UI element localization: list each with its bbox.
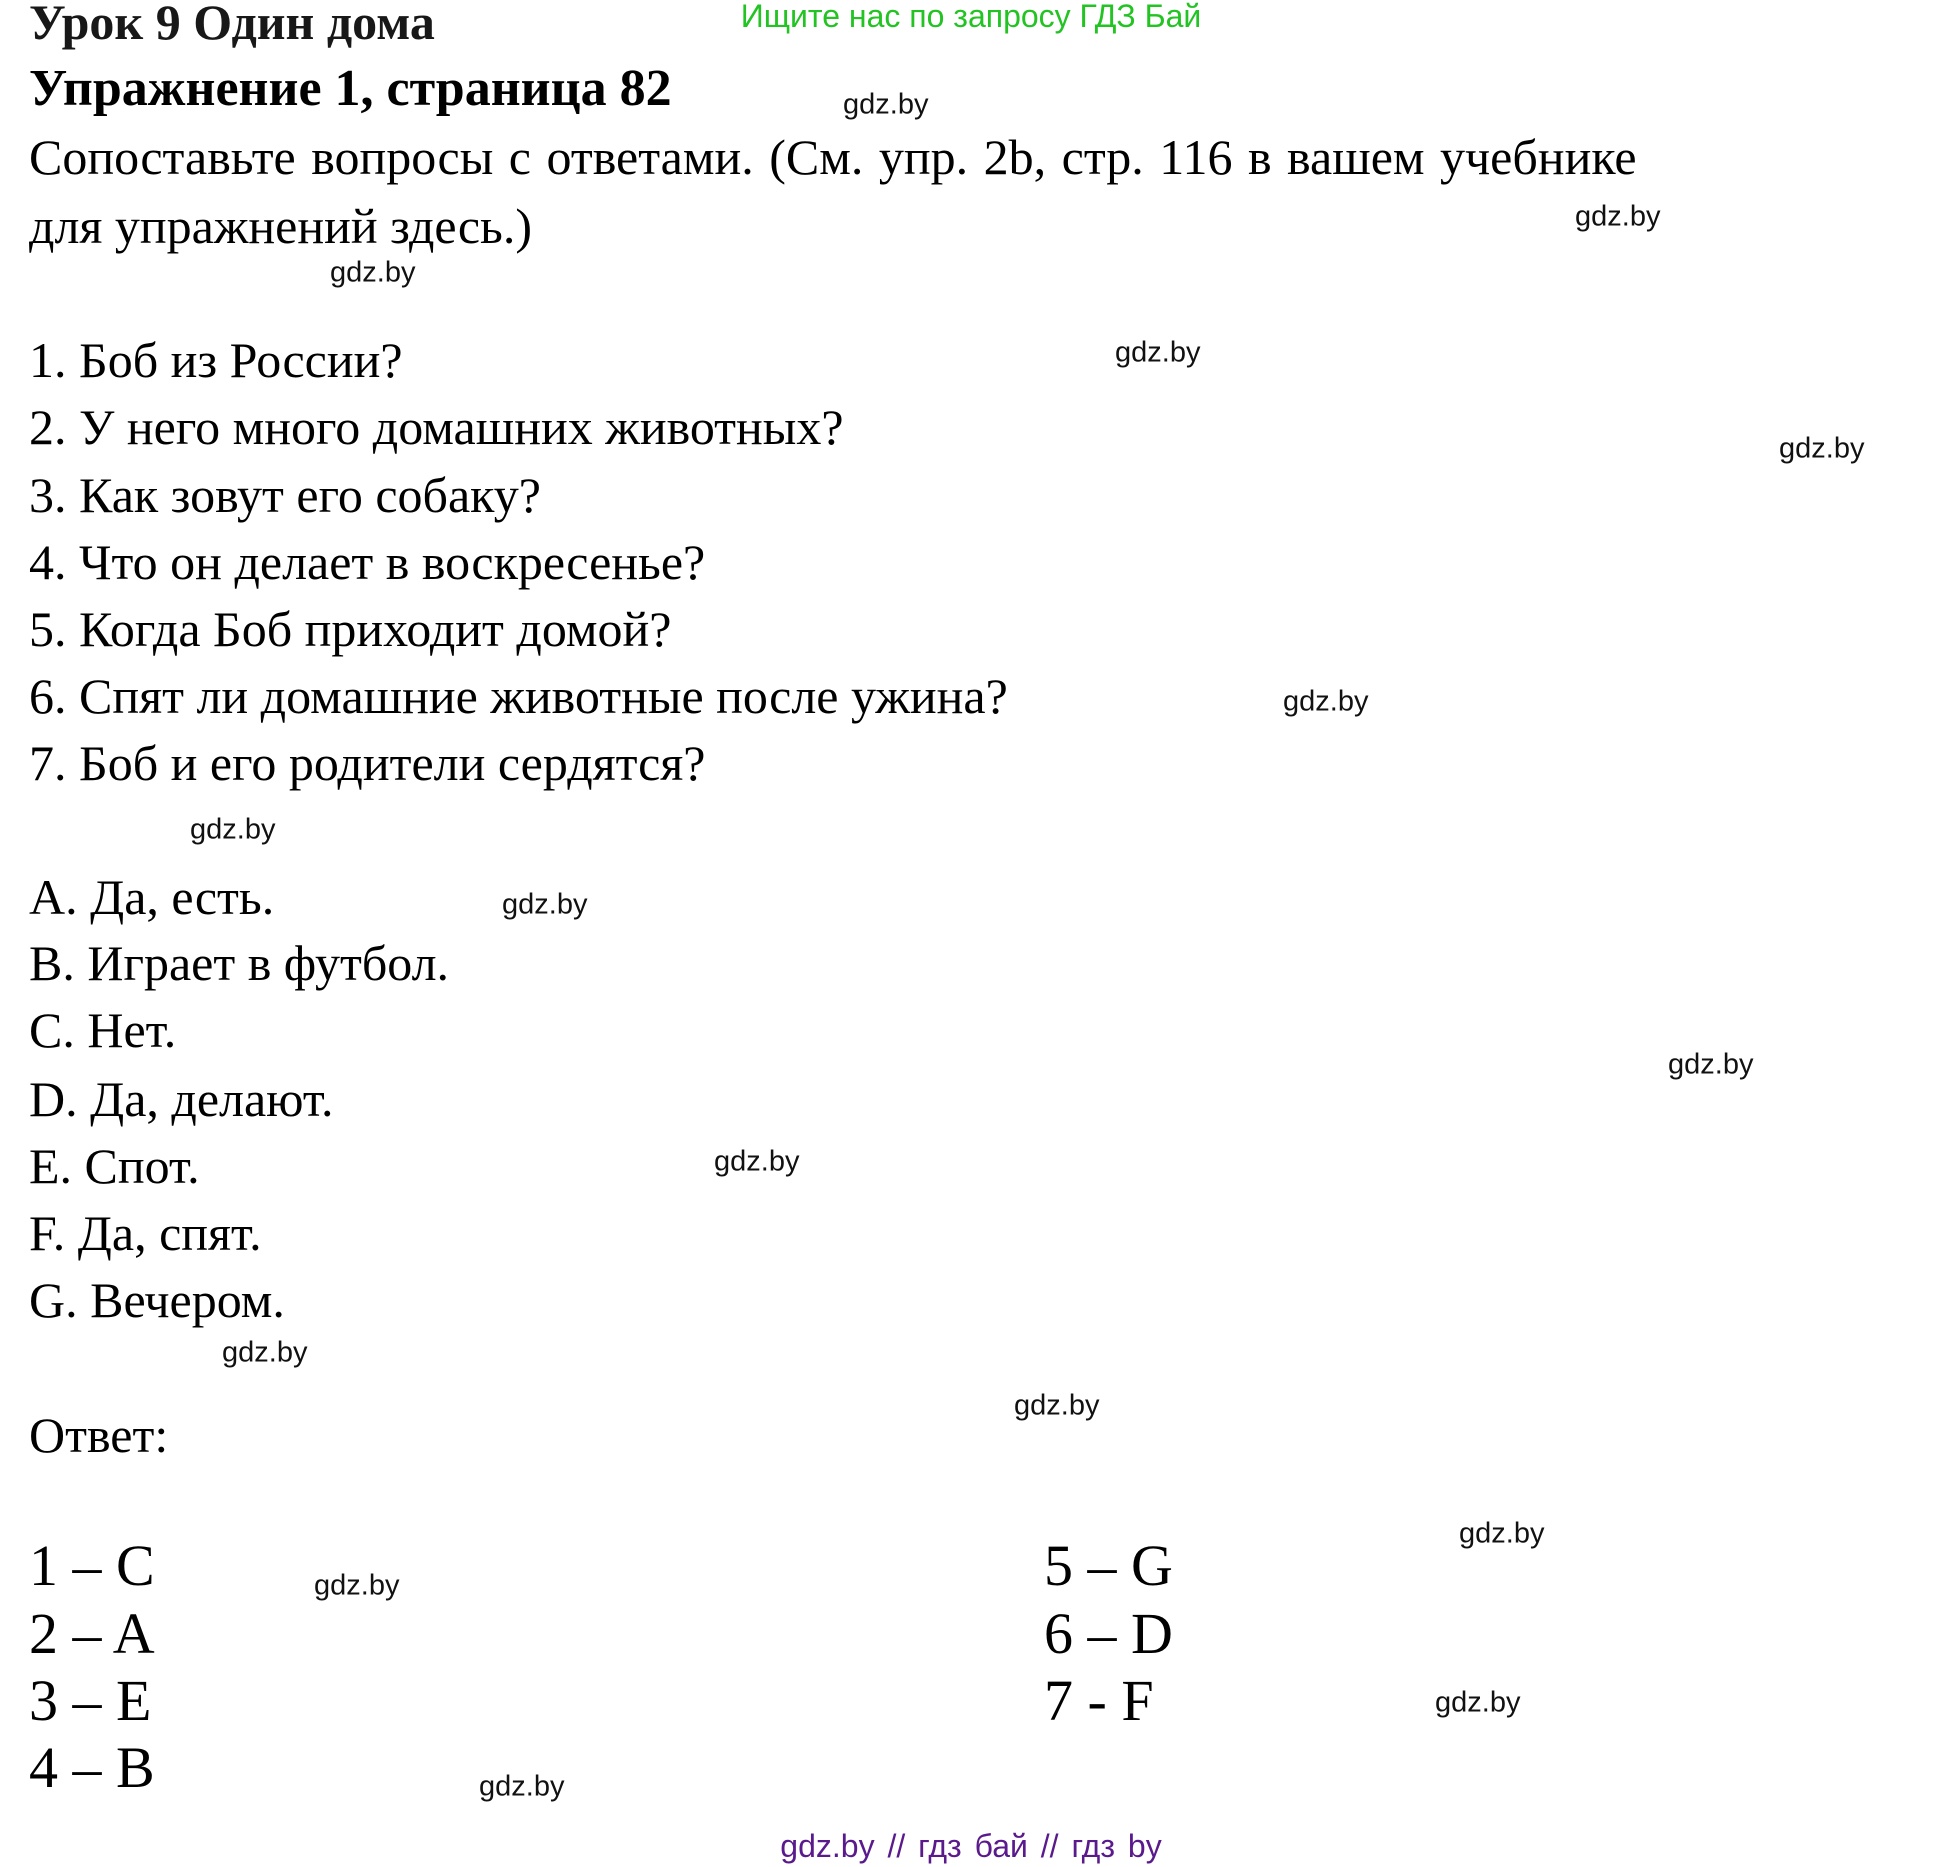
answer-item: 1 – C [29, 1533, 155, 1598]
answer-label: Ответ: [29, 1407, 169, 1463]
watermark: gdz.by [190, 813, 276, 846]
question-item: 5. Когда Боб приходит домой? [29, 601, 672, 657]
watermark: gdz.by [1435, 1686, 1521, 1719]
instruction-line-1: Сопоставьте вопросы с ответами. (См. упр. 2b, стр. 116 в вашем учебнике [29, 129, 1637, 185]
watermark: gdz.by [1668, 1048, 1754, 1081]
option-item: F. Да, спят. [29, 1205, 262, 1261]
watermark: gdz.by [1575, 200, 1661, 233]
page-title: Упражнение 1, страница 82 [29, 60, 672, 117]
answer-item: 7 - F [1044, 1668, 1154, 1733]
watermark: gdz.by [479, 1770, 565, 1803]
cropped-lesson-heading: Урок 9 Один дома [29, 0, 435, 50]
option-item: D. Да, делают. [29, 1071, 334, 1127]
question-item: 1. Боб из России? [29, 332, 403, 388]
watermark: gdz.by [222, 1336, 308, 1369]
watermark: gdz.by [714, 1145, 800, 1178]
answer-item: 2 – A [29, 1601, 155, 1666]
answer-item: 6 – D [1044, 1601, 1173, 1666]
option-item: G. Вечером. [29, 1272, 285, 1328]
watermark: gdz.by [1459, 1517, 1545, 1550]
watermark: gdz.by [502, 888, 588, 921]
watermark: gdz.by [843, 88, 929, 121]
watermark: gdz.by [314, 1569, 400, 1602]
question-item: 6. Спят ли домашние животные после ужина? [29, 668, 1008, 724]
search-banner: Ищите нас по запросу ГДЗ Бай [740, 0, 1202, 34]
watermark: gdz.by [1014, 1389, 1100, 1422]
watermark: gdz.by [1115, 336, 1201, 369]
question-item: 2. У него много домашних животных? [29, 399, 844, 455]
answer-item: 4 – B [29, 1735, 155, 1800]
instruction-line-2: для упражнений здесь.) [29, 198, 532, 254]
watermark: gdz.by [1283, 685, 1369, 718]
watermark: gdz.by [1779, 432, 1865, 465]
answer-item: 3 – E [29, 1668, 152, 1733]
option-item: E. Спот. [29, 1138, 200, 1194]
answer-item: 5 – G [1044, 1533, 1173, 1598]
question-item: 4. Что он делает в воскресенье? [29, 534, 706, 590]
question-item: 3. Как зовут его собаку? [29, 467, 541, 523]
option-item: B. Играет в футбол. [29, 935, 450, 991]
footer-links: gdz.by // гдз бай // гдз by [780, 1828, 1162, 1864]
question-item: 7. Боб и его родители сердятся? [29, 735, 706, 791]
option-item: C. Нет. [29, 1002, 177, 1058]
option-item: A. Да, есть. [29, 869, 275, 925]
watermark: gdz.by [330, 256, 416, 289]
